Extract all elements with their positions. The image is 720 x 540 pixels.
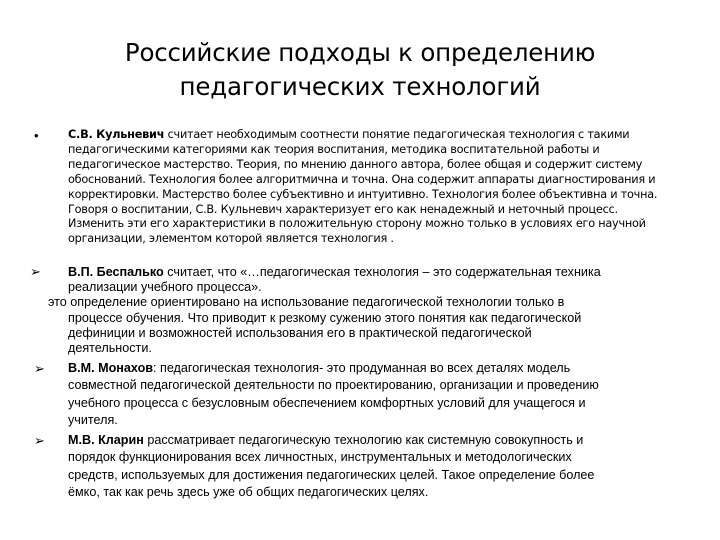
klarin-paragraph [68, 432, 698, 501]
title-line: Российские подходы к определению [124, 38, 596, 67]
author-name: М.В. Кларин [68, 433, 144, 447]
paragraph-line: Говоря о воспитании, С.В. Кульневич характеризует его как ненадежный и неточный процесс. [68, 202, 618, 216]
paragraph-line: процессе обучения. Что приводит к резкому сужению этого понятия как педагогической [68, 310, 582, 325]
slide-title [60, 36, 660, 104]
paragraph-line: организации, элементом которой является технология . [68, 232, 394, 246]
paragraph-line: реализации учебного процесса». [68, 280, 262, 295]
arrow-bullet-icon: ➢ [34, 434, 45, 449]
monakhov-paragraph [68, 360, 698, 429]
author-name: С.В. Кульневич [68, 128, 165, 141]
paragraph-line: учителя. [68, 412, 118, 427]
arrow-bullet-icon: ➢ [30, 265, 41, 280]
paragraph-line: педагогическое мастерство. Теория, по мнению данного автора, более общая и содержит систему [68, 157, 643, 171]
paragraph-line: средств, используемых для достижения педагогических целей. Такое определение более [68, 467, 595, 482]
paragraph-line: педагогическими категориями как теория воспитания, методика воспитательной работы и [68, 142, 600, 156]
paragraph-line: ёмко, так как речь здесь уже об общих педагогических целях. [68, 484, 429, 499]
paragraph-line: Изменить эти его характеристики в положительную сторону можно только в условиях его научной [68, 217, 646, 231]
paragraph-line: корректировки. Мастерство более субъективно и интуитивно. Технология более объективна и точна. [68, 187, 658, 201]
paragraph-line: учебного процесса с безусловным обеспечением комфортных условий для учащегося и [68, 395, 586, 410]
paragraph-line: В.П. Беспалько считает, что «…педагогическая технология – это содержательная техника [68, 265, 601, 279]
paragraph-line: это определение ориентировано на использование педагогической технологии только в [48, 295, 565, 310]
paragraph-line: порядок функционирования всех личностных, инструментальных и методологических [68, 450, 572, 465]
kulnevich-paragraph [68, 128, 686, 247]
bullet-dot-icon: • [34, 128, 39, 143]
paragraph-line: обоснований. Технология более алгоритмична и точна. Она содержит аппараты диагностирования и [68, 172, 656, 186]
paragraph-line: В.М. Монахов: педагогическая технология- это продуманная во всех деталях модель [68, 361, 571, 375]
arrow-bullet-icon: ➢ [34, 362, 45, 377]
paragraph-line: дефиниции и возможностей использования его в практической педагогической [68, 325, 532, 340]
paragraph-line: совместной педагогической деятельности по проектированию, организации и проведению [68, 378, 599, 393]
author-name: В.М. Монахов [68, 361, 154, 375]
paragraph-line: деятельности. [68, 341, 152, 356]
title-line: педагогических технологий [179, 72, 541, 101]
author-name: В.П. Беспалько [68, 265, 164, 279]
bespalko-paragraph [48, 265, 698, 356]
paragraph-line: С.В. Кульневич считает необходимым соотнести понятие педагогическая технология с такими [68, 128, 630, 141]
paragraph-line: М.В. Кларин рассматривает педагогическую технологию как системную совокупность и [68, 433, 584, 447]
